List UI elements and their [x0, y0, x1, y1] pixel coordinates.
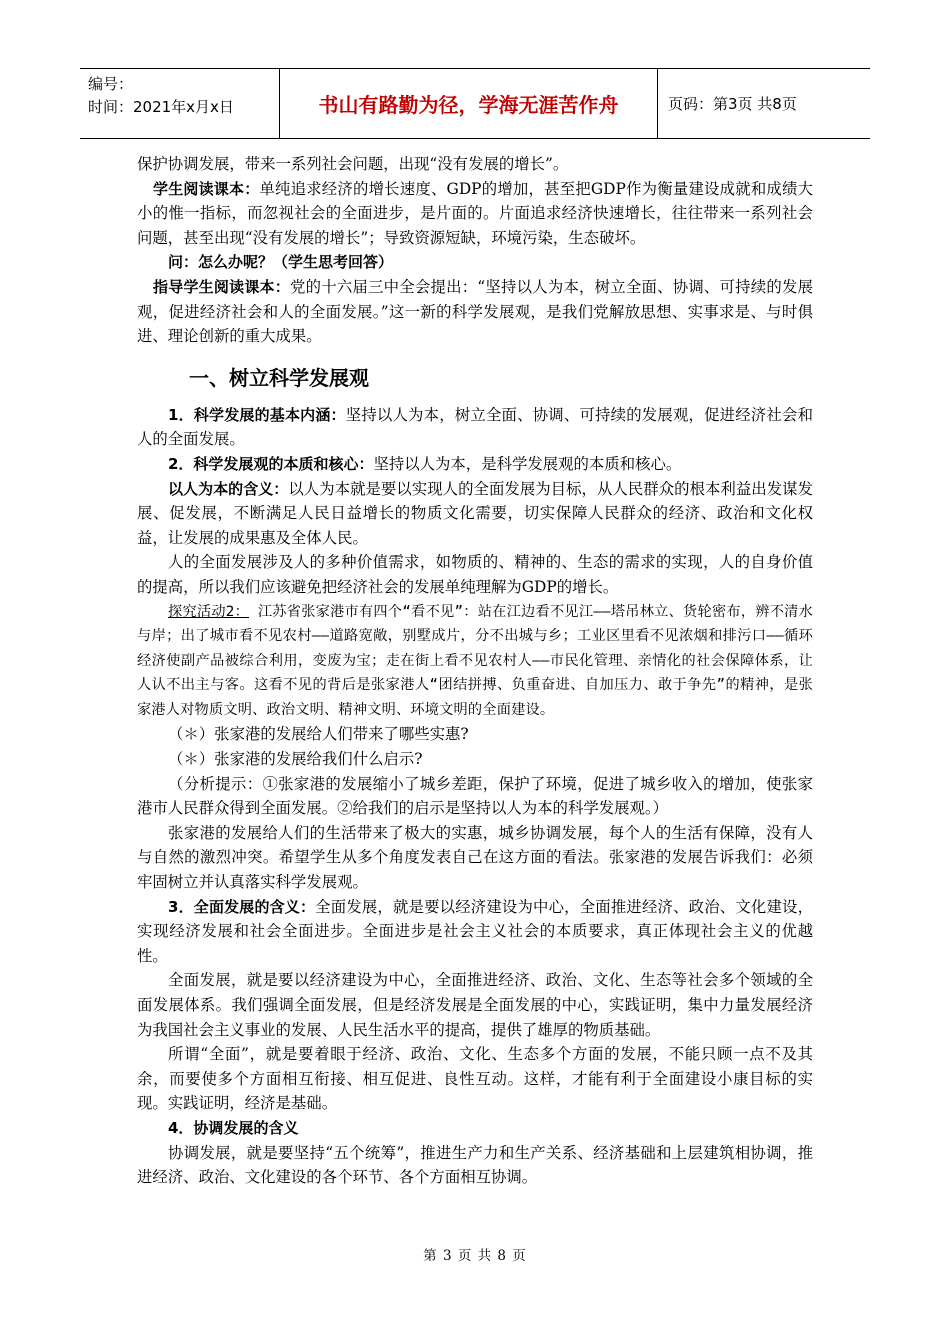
paragraph [137, 477, 813, 551]
question-item: （＊）张家港的发展给我们什么启示? [168, 750, 423, 769]
paragraph-text: 全面发展，就是要以经济建设为中心，全面推进经济、政治、文化建设，实现经济发展和社会全面进步。全面进步是社会主义社会的本质要求，真正体现社会主义的优越性。 [137, 897, 813, 965]
page-header [80, 68, 870, 139]
paragraph [137, 895, 813, 969]
bold-lead: 以人为本的含义： [168, 479, 289, 498]
page-footer: 第 3 页 共 8 页 [423, 1248, 527, 1264]
paragraph-text: 坚持以人为本，是科学发展观的本质和核心。 [373, 454, 682, 473]
paragraph [137, 275, 813, 349]
bold-lead: 指导学生阅读课本： [153, 277, 290, 296]
paragraph: 全面发展，就是要以经济建设为中心，全面推进经济、政治、文化、生态等社会多个领域的全面发展体系。我们强调全面发展，但是经济发展是全面发展的中心，实践证明，集中力量发展经济为我国社会主义事业的发展、人民生活水平的提高，提供了雄厚的物质基础。 [137, 971, 813, 1039]
paragraph [137, 403, 813, 452]
subsection-heading: 4．协调发展的含义 [168, 1118, 299, 1137]
document-time-label: 时间：2021年x月x日 [88, 98, 234, 116]
bold-lead: 1．科学发展的基本内涵： [168, 405, 346, 424]
paragraph-text: 党的十六届三中全会提出：“坚持以人为本，树立全面、协调、可持续的发展观，促进经济社会和人的全面发展。”这一新的科学发展观，是我们党解放思想、实事求是、与时俱进、理论创新的重大成果。 [137, 277, 813, 346]
document-body [137, 152, 813, 1190]
question-item: （＊）张家港的发展给人们带来了哪些实惠? [168, 725, 469, 744]
paragraph-text: 坚持以人为本，树立全面、协调、可持续的发展观，促进经济社会和人的全面发展。 [137, 405, 813, 449]
paragraph: 人的全面发展涉及人的多种价值需求，如物质的、精神的、生态的需求的实现，人的自身价值的提高，所以我们应该避免把经济社会的发展单纯理解为GDP的增长。 [137, 553, 813, 596]
paragraph: 张家港的发展给人们的生活带来了极大的实惠，城乡协调发展，每个人的生活有保障，没有人与自然的激烈冲突。希望学生从多个角度发表自己在这方面的看法。张家港的发展告诉我们：必须牢固树立并认真落实科学发展观。 [137, 823, 813, 892]
paragraph [137, 177, 813, 251]
bold-lead: 3．全面发展的含义： [168, 897, 316, 916]
paragraph [137, 452, 813, 477]
document-number-label: 编号： [88, 75, 134, 93]
header-meta [80, 69, 280, 138]
bold-lead: 学生阅读课本： [153, 179, 260, 198]
paragraph-text: 单纯追求经济的增长速度、GDP的增加，甚至把GDP作为衡量建设成就和成绩大小的惟一指标，而忽视社会的全面进步，是片面的。片面追求经济快速增长，往往带来一系列社会问题，甚至出现“没有发展的增长”；导致资源短缺，环境污染，生态破坏。 [137, 179, 813, 247]
activity-label: 探究活动2： [168, 603, 250, 620]
section-heading: 一、树立科学发展观 [189, 365, 369, 390]
paragraph: 协调发展，就是要坚持“五个统筹”，推进生产力和生产关系、经济基础和上层建筑相协调，推进经济、政治、文化建设的各个环节、各个方面相互协调。 [137, 1143, 813, 1187]
header-motto: 书山有路勤为径，学海无涯苦作舟 [280, 69, 658, 138]
paragraph: 保护协调发展，带来一系列社会问题，出现“没有发展的增长”。 [137, 155, 569, 173]
header-page-number: 页码：第3页 共8页 [668, 95, 797, 113]
activity-text: 江苏省张家港市有四个“看不见”：站在江边看不见江——塔吊林立、货轮密布，辨不清水与岸；出了城市看不见农村——道路宽敞，别墅成片，分不出城与乡；工业区里看不见浓烟和排污口——循环经济使副产品被综合利用，变废为宝；走在街上看不见农村人——市民化管理、亲情化的社会保障体系，让人认不出主与客。这看不见的背后是张家港人“团结拼搏、负重奋进、自加压力、敢于争先”的精神，是张家港人对物质文明、政治文明、精神文明、环境文明的全面建设。 [137, 603, 814, 718]
bold-lead: 2．科学发展观的本质和核心： [168, 454, 374, 473]
analysis-hint: （分析提示：①张家港的发展缩小了城乡差距，保护了环境，促进了城乡收入的增加，使张家港市人民群众得到全面发展。②给我们的启示是坚持以人为本的科学发展观。） [137, 774, 813, 818]
question-line: 问：怎么办呢？（学生思考回答） [168, 253, 394, 272]
paragraph: 所谓“全面”，就是要着眼于经济、政治、文化、生态多个方面的发展，不能只顾一点不及其余，而要使多个方面相互衔接、相互促进、良性互动。这样，才能有利于全面建设小康目标的实现。实践证明，经济是基础。 [137, 1045, 813, 1113]
activity-paragraph [137, 600, 813, 723]
paragraph-text: 以人为本就是要以实现人的全面发展为目标，从人民群众的根本利益出发谋发展、促发展，不断满足人民日益增长的物质文化需要，切实保障人民群众的经济、政治和文化权益，让发展的成果惠及全体人民。 [137, 479, 813, 547]
